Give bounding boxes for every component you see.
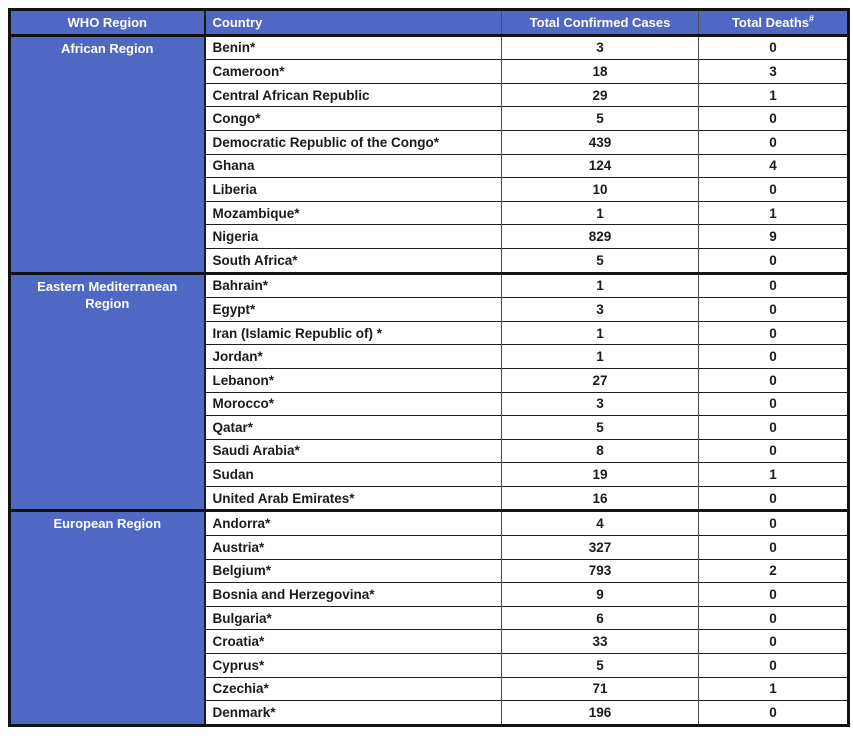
confirmed-cases-cell: 5 (502, 248, 699, 273)
deaths-cell: 0 (699, 178, 849, 202)
country-cell: Nigeria (205, 225, 502, 249)
table-header (10, 10, 849, 36)
country-cell: Austria* (205, 536, 502, 560)
deaths-cell: 2 (699, 559, 849, 583)
country-cell: Sudan (205, 463, 502, 487)
header-total-deaths-label: Total Deaths (731, 14, 810, 30)
confirmed-cases-cell: 3 (502, 298, 699, 322)
total-deaths-footnote-marker: # (809, 13, 815, 24)
deaths-cell: 1 (699, 201, 849, 225)
confirmed-cases-cell: 27 (502, 368, 699, 392)
deaths-cell: 0 (699, 298, 849, 322)
country-cell: Liberia (205, 178, 502, 202)
confirmed-cases-cell: 4 (502, 511, 699, 536)
table-row (10, 511, 849, 536)
country-cell: Democratic Republic of the Congo* (205, 130, 502, 154)
confirmed-cases-cell: 3 (502, 392, 699, 416)
country-cell: Bahrain* (205, 273, 502, 298)
confirmed-cases-cell: 1 (502, 321, 699, 345)
deaths-cell: 0 (699, 701, 849, 726)
deaths-cell: 9 (699, 225, 849, 249)
country-cell: United Arab Emirates* (205, 486, 502, 511)
confirmed-cases-cell: 1 (502, 273, 699, 298)
deaths-cell: 1 (699, 463, 849, 487)
country-cell: Ghana (205, 154, 502, 178)
country-cell: Qatar* (205, 416, 502, 440)
table-row (10, 35, 849, 60)
confirmed-cases-cell: 124 (502, 154, 699, 178)
country-cell: Cyprus* (205, 654, 502, 678)
confirmed-cases-cell: 196 (502, 701, 699, 726)
country-cell: Congo* (205, 107, 502, 131)
confirmed-cases-cell: 1 (502, 201, 699, 225)
country-cell: Mozambique* (205, 201, 502, 225)
deaths-cell: 3 (699, 60, 849, 84)
deaths-cell: 0 (699, 321, 849, 345)
country-cell: Bulgaria* (205, 606, 502, 630)
table-body (10, 35, 849, 725)
confirmed-cases-cell: 33 (502, 630, 699, 654)
country-cell: Croatia* (205, 630, 502, 654)
confirmed-cases-cell: 5 (502, 416, 699, 440)
country-cell: Egypt* (205, 298, 502, 322)
deaths-cell: 0 (699, 416, 849, 440)
deaths-cell: 0 (699, 345, 849, 369)
confirmed-cases-cell: 829 (502, 225, 699, 249)
confirmed-cases-cell: 16 (502, 486, 699, 511)
deaths-cell: 0 (699, 35, 849, 60)
country-cell: Central African Republic (205, 83, 502, 107)
deaths-cell: 0 (699, 536, 849, 560)
header-row (10, 10, 849, 36)
country-cell: Andorra* (205, 511, 502, 536)
deaths-cell: 1 (699, 677, 849, 701)
who-region-cases-table (8, 8, 850, 727)
confirmed-cases-cell: 19 (502, 463, 699, 487)
deaths-cell: 1 (699, 83, 849, 107)
region-cell: European Region (10, 511, 205, 725)
confirmed-cases-cell: 3 (502, 35, 699, 60)
deaths-cell: 0 (699, 273, 849, 298)
country-cell: Lebanon* (205, 368, 502, 392)
confirmed-cases-cell: 5 (502, 654, 699, 678)
header-who-region: WHO Region (10, 10, 205, 36)
confirmed-cases-cell: 5 (502, 107, 699, 131)
confirmed-cases-cell: 9 (502, 583, 699, 607)
table-row (10, 273, 849, 298)
deaths-cell: 0 (699, 511, 849, 536)
confirmed-cases-cell: 8 (502, 439, 699, 463)
confirmed-cases-cell: 29 (502, 83, 699, 107)
country-cell: South Africa* (205, 248, 502, 273)
confirmed-cases-cell: 10 (502, 178, 699, 202)
deaths-cell: 0 (699, 630, 849, 654)
deaths-cell: 0 (699, 130, 849, 154)
confirmed-cases-cell: 439 (502, 130, 699, 154)
header-country: Country (205, 10, 502, 36)
country-cell: Saudi Arabia* (205, 439, 502, 463)
country-cell: Denmark* (205, 701, 502, 726)
confirmed-cases-cell: 18 (502, 60, 699, 84)
header-total-confirmed-cases: Total Confirmed Cases (502, 10, 699, 36)
confirmed-cases-cell: 6 (502, 606, 699, 630)
confirmed-cases-cell: 1 (502, 345, 699, 369)
region-cell: Eastern Mediterranean Region (10, 273, 205, 511)
header-total-deaths (699, 10, 849, 36)
confirmed-cases-cell: 71 (502, 677, 699, 701)
country-cell: Belgium* (205, 559, 502, 583)
country-cell: Benin* (205, 35, 502, 60)
deaths-cell: 0 (699, 486, 849, 511)
deaths-cell: 0 (699, 654, 849, 678)
deaths-cell: 0 (699, 439, 849, 463)
country-cell: Bosnia and Herzegovina* (205, 583, 502, 607)
deaths-cell: 0 (699, 606, 849, 630)
deaths-cell: 0 (699, 583, 849, 607)
country-cell: Czechia* (205, 677, 502, 701)
deaths-cell: 0 (699, 368, 849, 392)
country-cell: Iran (Islamic Republic of) * (205, 321, 502, 345)
confirmed-cases-cell: 793 (502, 559, 699, 583)
country-cell: Morocco* (205, 392, 502, 416)
confirmed-cases-cell: 327 (502, 536, 699, 560)
region-cell: African Region (10, 35, 205, 273)
country-cell: Jordan* (205, 345, 502, 369)
deaths-cell: 0 (699, 248, 849, 273)
deaths-cell: 0 (699, 107, 849, 131)
deaths-cell: 4 (699, 154, 849, 178)
country-cell: Cameroon* (205, 60, 502, 84)
deaths-cell: 0 (699, 392, 849, 416)
